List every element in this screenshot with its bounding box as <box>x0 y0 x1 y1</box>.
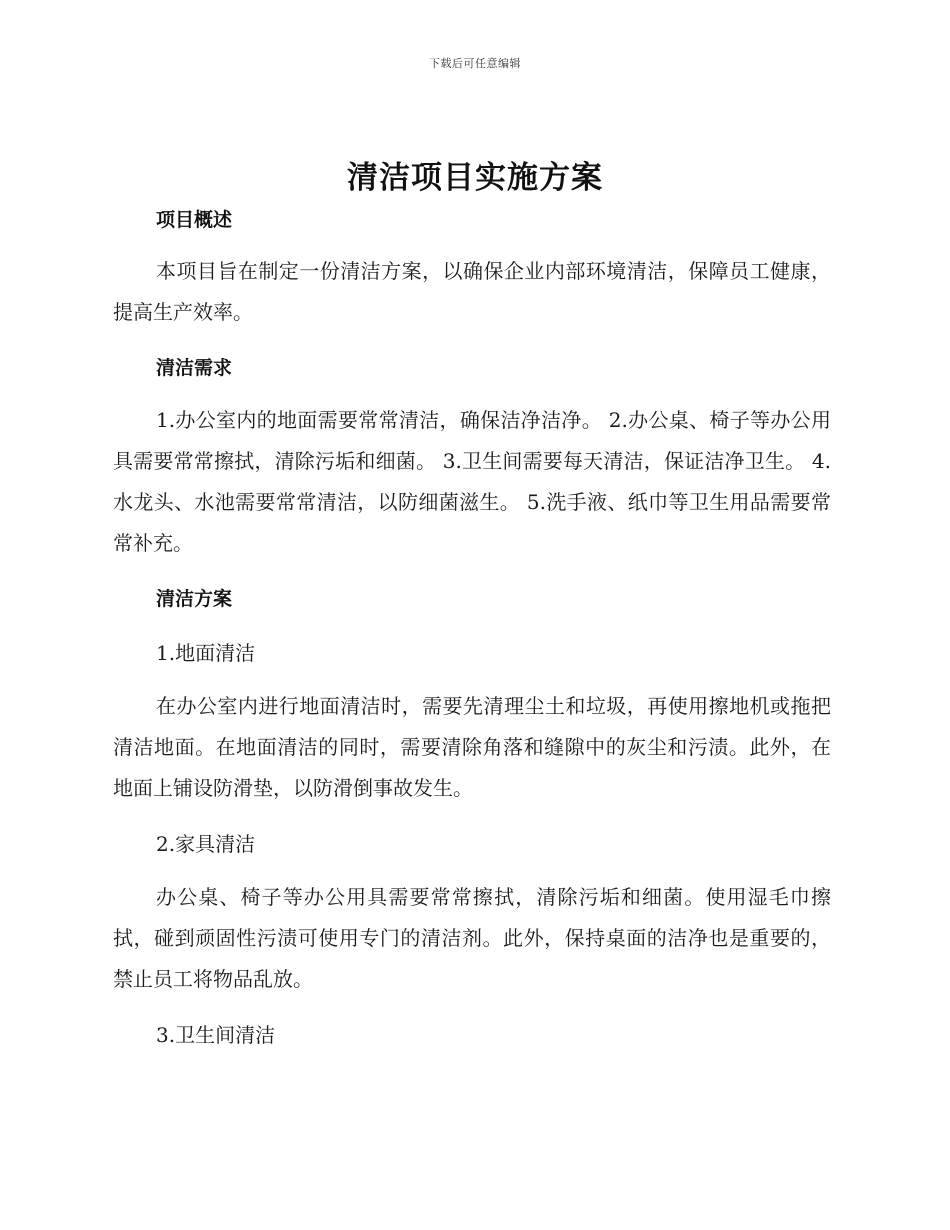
paragraph-overview: 本项目旨在制定一份清洁方案，以确保企业内部环境清洁，保障员工健康，提高生产效率。 <box>113 259 831 324</box>
section-needs <box>113 351 831 564</box>
subheading-restroom: 3.卫生间清洁 <box>156 1023 276 1047</box>
header-note: 下载后可任意编辑 <box>429 57 521 70</box>
document-title: 清洁项目实施方案 <box>347 160 603 196</box>
section-plan <box>113 582 831 1052</box>
document-body <box>113 203 831 1052</box>
subheading-floor: 1.地面清洁 <box>156 641 256 665</box>
paragraph-needs: 1.办公室内的地面需要常常清洁，确保洁净洁净。 2.办公桌、椅子等办公用具需要常常擦拭，清除污垢和细菌。 3.卫生间需要每天清洁，保证洁净卫生。 4.水龙头、水池需要常常清洁，以防细菌滋生。 5.洗手液、纸巾等卫生用品需要常常补充。 <box>113 408 831 555</box>
section-heading-overview: 项目概述 <box>156 209 233 231</box>
paragraph-floor: 在办公室内进行地面清洁时，需要先清理尘土和垃圾，再使用擦地机或拖把清洁地面。在地面清洁的同时，需要清除角落和缝隙中的灰尘和污渍。此外，在地面上铺设防滑垫，以防滑倒事故发生。 <box>113 694 831 800</box>
section-heading-needs: 清洁需求 <box>156 357 233 379</box>
section-overview <box>113 203 831 333</box>
paragraph-furniture: 办公桌、椅子等办公用具需要常常擦拭，清除污垢和细菌。使用湿毛巾擦拭，碰到顽固性污渍可使用专门的清洁剂。此外，保持桌面的洁净也是重要的，禁止员工将物品乱放。 <box>113 885 831 991</box>
section-heading-plan: 清洁方案 <box>156 588 233 610</box>
subheading-furniture: 2.家具清洁 <box>156 832 256 856</box>
